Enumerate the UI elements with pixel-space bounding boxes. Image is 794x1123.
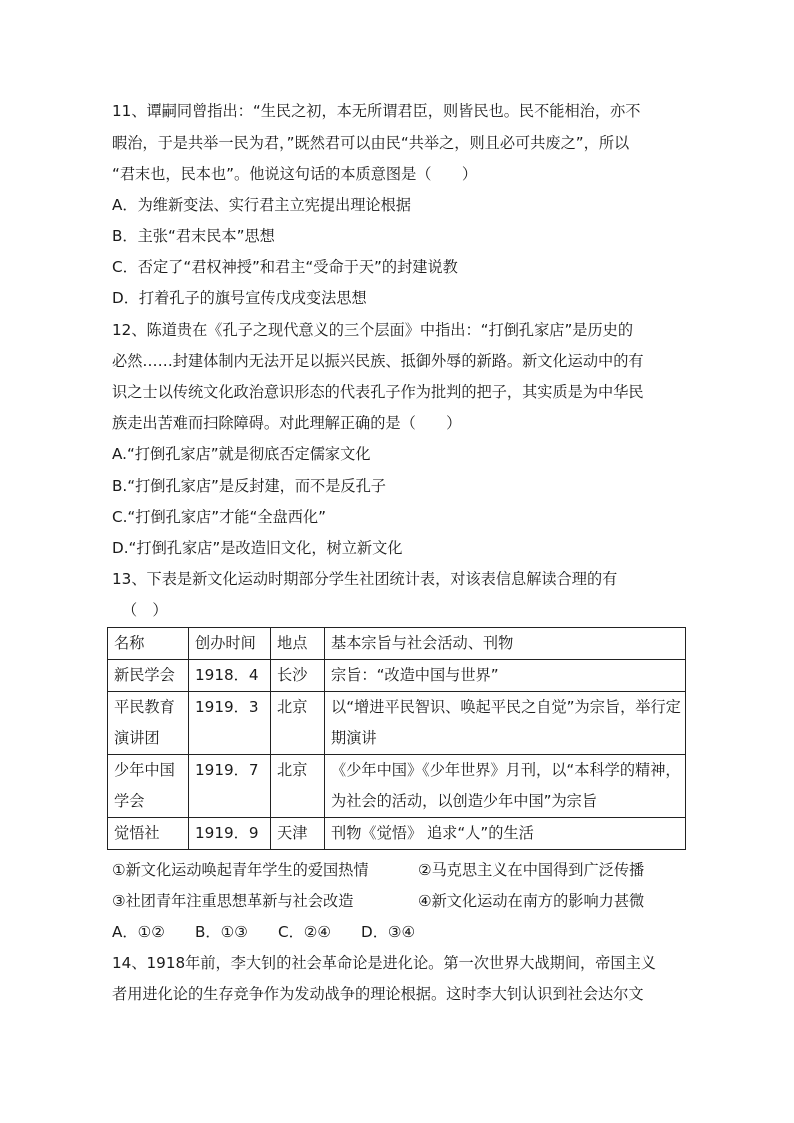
table-cell: 《少年中国》《少年世界》月刊，以“本科学的精神，为社会的活动，以创造少年中国”为宗旨 [325, 755, 686, 818]
q13-choices-row [112, 922, 415, 942]
table-cell: 宗旨：“改造中国与世界” [325, 660, 686, 692]
table-cell: 觉悟社 [108, 818, 189, 850]
table-cell: 以“增进平民智识、唤起平民之自觉”为宗旨，举行定期演讲 [325, 692, 686, 755]
q13-choice-a: A．①② [112, 923, 165, 941]
q13-choice-c: C．②④ [278, 923, 332, 941]
table-header-cell: 名称 [108, 628, 189, 660]
q12-stem-line-1: 12、陈道贵在《孔子之现代意义的三个层面》中指出：“打倒孔家店”是历史的 [112, 321, 634, 339]
q12-stem-line-2: 必然……封建体制内无法开足以振兴民族、抵御外辱的新路。新文化运动中的有 [112, 352, 644, 370]
q14-stem-line-1: 14、1918年前，李大钊的社会革命论是进化论。第一次世界大战期间，帝国主义 [112, 954, 656, 972]
q11-stem-line-2: 暇治，于是共举一民为君，”既然君可以由民“共举之，则且必可共废之”，所以 [112, 134, 630, 152]
q13-stem-line-2: （ ） [122, 601, 168, 619]
q11-stem-line-3: “君末也，民本也”。他说这句话的本质意图是（ ） [112, 165, 478, 183]
q13-statement-3: ③社团青年注重思想革新与社会改造 [112, 892, 354, 910]
q12-option-c: C.“打倒孔家店”才能“全盘西化” [112, 508, 326, 526]
table-header-cell: 地点 [271, 628, 325, 660]
table-header-cell: 创办时间 [189, 628, 271, 660]
table-header-row [108, 628, 686, 660]
table-cell: 1919．3 [189, 692, 271, 755]
q12-option-b: B.“打倒孔家店”是反封建，而不是反孔子 [112, 477, 386, 495]
q13-statement-1: ①新文化运动唤起青年学生的爱国热情 [112, 861, 369, 879]
table-cell: 1919．9 [189, 818, 271, 850]
table-cell: 北京 [271, 755, 325, 818]
table-cell: 天津 [271, 818, 325, 850]
q13-choice-d: D．③④ [361, 923, 416, 941]
table-row [108, 755, 686, 818]
q13-statements-row-1 [112, 860, 644, 880]
table-row [108, 692, 686, 755]
q11-stem-line-1: 11、谭嗣同曾指出：“生民之初，本无所谓君臣，则皆民也。民不能相治，亦不 [112, 102, 641, 120]
q12-stem-line-4: 族走出苦难而扫除障碍。对此理解正确的是（ ） [112, 414, 462, 432]
table-cell: 1918．4 [189, 660, 271, 692]
q13-statement-4: ④新文化运动在南方的影响力甚微 [418, 892, 645, 910]
q13-stem-line-1: 13、下表是新文化运动时期部分学生社团统计表，对该表信息解读合理的有 [112, 570, 618, 588]
q13-choice-b: B．①③ [195, 923, 248, 941]
q12-option-a: A.“打倒孔家店”就是彻底否定儒家文化 [112, 445, 371, 463]
q11-option-b: B．主张“君末民本”思想 [112, 227, 275, 245]
q12-option-d: D.“打倒孔家店”是改造旧文化，树立新文化 [112, 539, 403, 557]
q11-option-d: D．打着孔子的旗号宣传戊戌变法思想 [112, 289, 367, 307]
table-cell: 1919．7 [189, 755, 271, 818]
table-row [108, 818, 686, 850]
table-header-cell: 基本宗旨与社会活动、刊物 [325, 628, 686, 660]
q14-stem-line-2: 者用进化论的生存竞争作为发动战争的理论根据。这时李大钊认识到社会达尔文 [112, 985, 644, 1003]
q13-statement-2: ②马克思主义在中国得到广泛传播 [418, 861, 645, 879]
table-cell: 刊物《觉悟》 追求“人”的生活 [325, 818, 686, 850]
table-cell: 平民教育演讲团 [108, 692, 189, 755]
table-cell: 新民学会 [108, 660, 189, 692]
society-table [107, 627, 686, 850]
table-cell: 长沙 [271, 660, 325, 692]
table-row [108, 660, 686, 692]
q13-statements-row-2 [112, 891, 644, 911]
q12-stem-line-3: 识之士以传统文化政治意识形态的代表孔子作为批判的把子，其实质是为中华民 [112, 383, 644, 401]
q11-option-c: C．否定了“君权神授”和君主“受命于天”的封建说教 [112, 258, 458, 276]
q11-option-a: A．为维新变法、实行君主立宪提出理论根据 [112, 196, 411, 214]
table-cell: 少年中国学会 [108, 755, 189, 818]
table-cell: 北京 [271, 692, 325, 755]
